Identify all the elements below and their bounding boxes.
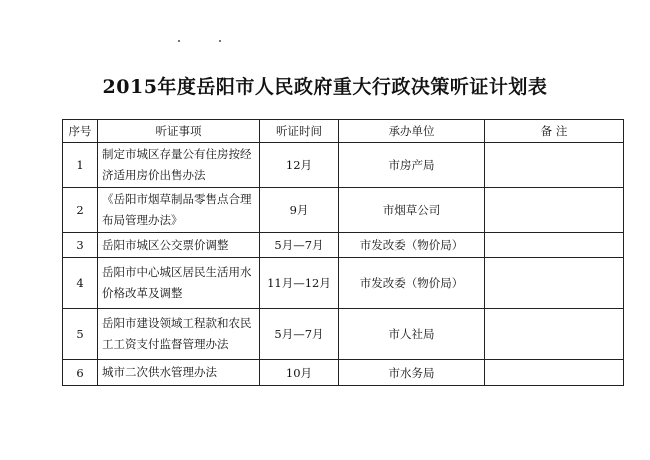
- table-header-row: [63, 120, 624, 143]
- cell-remarks: [485, 309, 624, 360]
- cell-serial-number: 5: [63, 309, 98, 360]
- cell-hearing-item: 《岳阳市烟草制品零售点合理布局管理办法》: [98, 188, 260, 233]
- scan-speck: [219, 40, 221, 42]
- cell-hearing-time: 5月—7月: [260, 233, 339, 258]
- cell-serial-number: 2: [63, 188, 98, 233]
- cell-serial-number: 1: [63, 143, 98, 188]
- cell-hearing-item: 岳阳市中心城区居民生活用水价格改革及调整: [98, 258, 260, 309]
- table-row: [63, 309, 624, 360]
- header-hearing-item: 听证事项: [98, 120, 260, 143]
- cell-hearing-time: 11月—12月: [260, 258, 339, 309]
- header-hearing-time: 听证时间: [260, 120, 339, 143]
- cell-undertaking-unit: 市烟草公司: [339, 188, 485, 233]
- cell-remarks: [485, 188, 624, 233]
- cell-hearing-time: 10月: [260, 360, 339, 386]
- cell-undertaking-unit: 市发改委（物价局）: [339, 258, 485, 309]
- header-undertaking-unit: 承办单位: [339, 120, 485, 143]
- table-row: [63, 360, 624, 386]
- cell-undertaking-unit: 市人社局: [339, 309, 485, 360]
- cell-hearing-item: 制定市城区存量公有住房按经济适用房价出售办法: [98, 143, 260, 188]
- cell-undertaking-unit: 市房产局: [339, 143, 485, 188]
- cell-serial-number: 6: [63, 360, 98, 386]
- cell-hearing-time: 12月: [260, 143, 339, 188]
- header-remarks: 备 注: [485, 120, 624, 143]
- cell-remarks: [485, 143, 624, 188]
- cell-hearing-item: 城市二次供水管理办法: [98, 360, 260, 386]
- cell-hearing-time: 5月—7月: [260, 309, 339, 360]
- hearing-plan-table: [62, 119, 624, 386]
- scan-speck: [178, 40, 180, 42]
- cell-hearing-item: 岳阳市建设领域工程款和农民工工资支付监督管理办法: [98, 309, 260, 360]
- cell-undertaking-unit: 市发改委（物价局）: [339, 233, 485, 258]
- cell-remarks: [485, 360, 624, 386]
- cell-serial-number: 3: [63, 233, 98, 258]
- table-row: [63, 233, 624, 258]
- cell-serial-number: 4: [63, 258, 98, 309]
- table-row: [63, 188, 624, 233]
- cell-remarks: [485, 258, 624, 309]
- document-title: 2015年度岳阳市人民政府重大行政决策听证计划表: [102, 76, 548, 98]
- cell-remarks: [485, 233, 624, 258]
- cell-hearing-time: 9月: [260, 188, 339, 233]
- table-row: [63, 143, 624, 188]
- table-row: [63, 258, 624, 309]
- header-serial-number: 序号: [63, 120, 98, 143]
- cell-undertaking-unit: 市水务局: [339, 360, 485, 386]
- cell-hearing-item: 岳阳市城区公交票价调整: [98, 233, 260, 258]
